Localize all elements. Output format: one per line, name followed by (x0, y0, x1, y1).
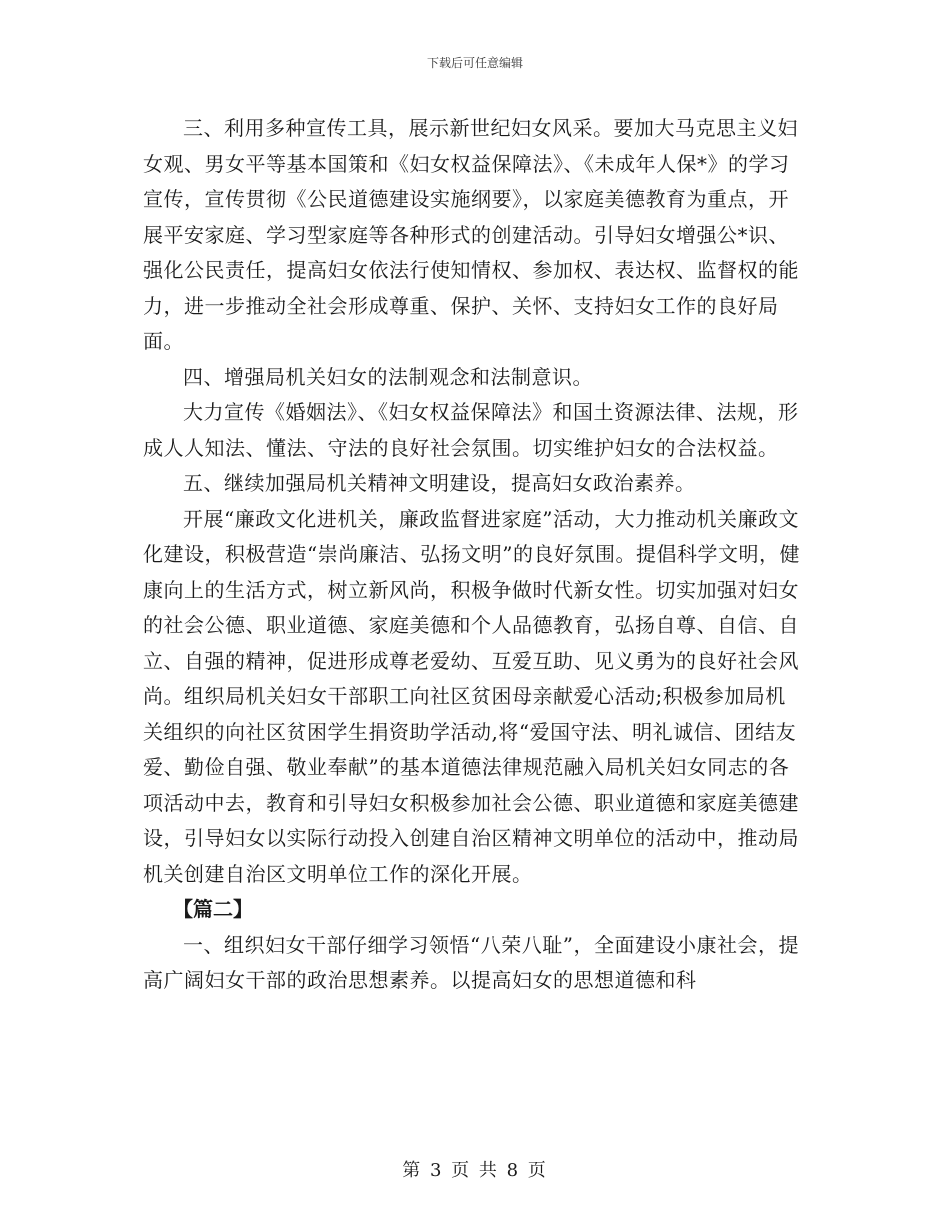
page-header-note: 下载后可任意编辑 (426, 56, 523, 70)
paragraph-part-two-1: 一、组织妇女干部仔细学习领悟“八荣八耻”，全面建设小康社会，提高广阔妇女干部的政治思想素养。以提高妇女的思想道德和科 (143, 932, 799, 992)
paragraph-section-3: 三、利用多种宣传工具，展示新世纪妇女风采。要加大马克思主义妇女观、男女平等基本国策和《妇女权益保障法》、《未成年人保*》的学习宣传，宣传贯彻《公民道德建设实施纲要》，以家庭美德教育为重点，开展平安家庭、学习型家庭等各种形式的创建活动。引导妇女增强公*识、强化公民责任，提高妇女依法行使知情权、参加权、表达权、监督权的能力，进一步推动全社会形成尊重、保护、关怀、支持妇女工作的良好局面。 (143, 116, 799, 353)
document-body (143, 111, 805, 999)
heading-section-4: 四、增强局机关妇女的法制观念和法制意识。 (183, 364, 593, 389)
page-number-footer: 第 3 页 共 8 页 (402, 1160, 548, 1181)
paragraph-section-4: 大力宣传《婚姻法》、《妇女权益保障法》和国土资源法律、法规，形成人人知法、懂法、守法的良好社会氛围。切实维护妇女的合法权益。 (143, 400, 799, 460)
section-tag-part-two: 【篇二】 (173, 897, 253, 921)
heading-section-5: 五、继续加强局机关精神文明建设，提高妇女政治素养。 (183, 471, 696, 495)
paragraph-section-5: 开展“廉政文化进机关，廉政监督进家庭”活动，大力推动机关廉政文化建设，积极营造“崇尚廉洁、弘扬文明”的良好氛围。提倡科学文明，健康向上的生活方式，树立新风尚，积极争做时代新女性。切实加强对妇女的社会公德、职业道德、家庭美德和个人品德教育，弘扬自尊、自信、自立、自强的精神，促进形成尊老爱幼、互爱互助、见义勇为的良好社会风尚。组织局机关妇女干部职工向社区贫困母亲献爱心活动;积极参加局机关组织的向社区贫困学生捐资助学活动,将“爱国守法、明礼诚信、团结友爱、勤俭自强、敬业奉献”的基本道德法律规范融入局机关妇女同志的各项活动中去，教育和引导妇女积极参加社会公德、职业道德和家庭美德建设，引导妇女以实际行动投入创建自治区精神文明单位的活动中，推动局机关创建自治区文明单位工作的深化开展。 (143, 506, 800, 886)
